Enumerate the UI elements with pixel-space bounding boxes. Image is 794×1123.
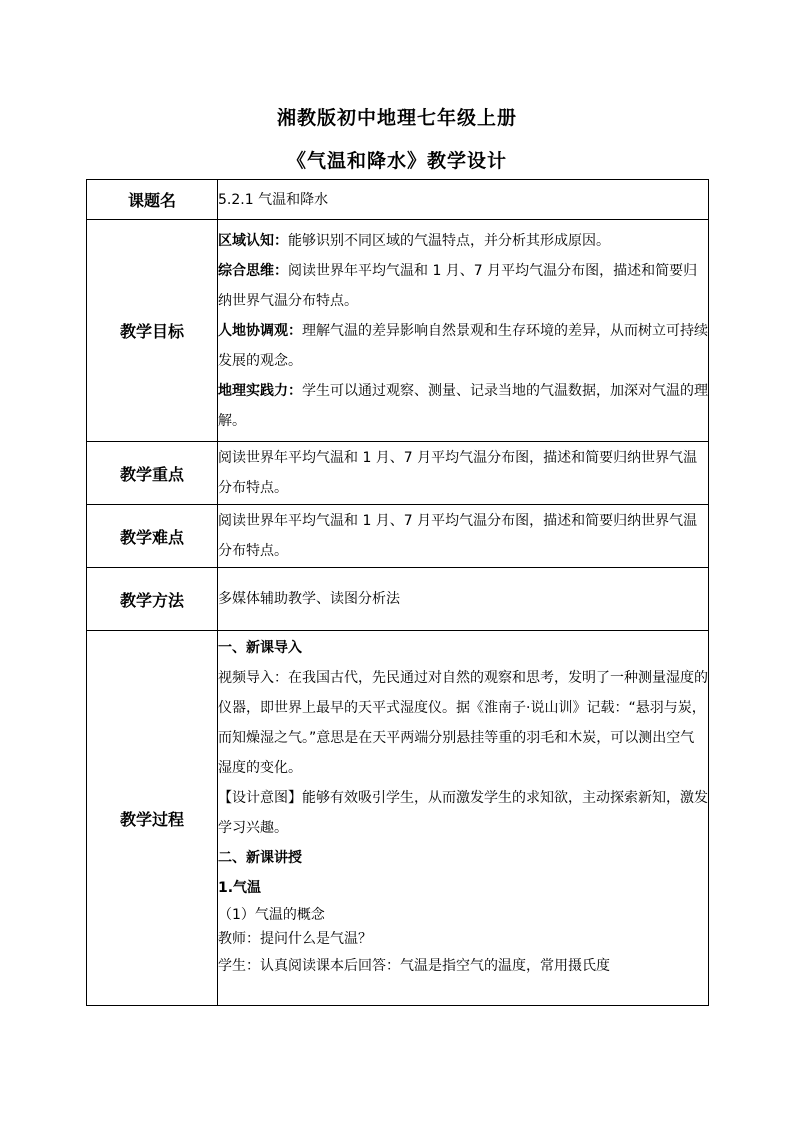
label-method: 教学方法 <box>87 568 218 631</box>
row-key-points <box>87 442 709 505</box>
row-method <box>87 568 709 631</box>
label-key-points: 教学重点 <box>87 442 218 505</box>
value-topic: 5.2.1 气温和降水 <box>218 180 709 220</box>
lesson-plan-table <box>86 179 709 1006</box>
row-difficulty <box>87 505 709 568</box>
value-difficulty: 阅读世界年平均气温和 1 月、7 月平均气温分布图，描述和简要归纳世界气温分布特点。 <box>218 505 709 568</box>
document-title: 湘教版初中地理七年级上册 <box>276 107 517 129</box>
goal-item: 综合思维：阅读世界年平均气温和 1 月、7 月平均气温分布图，描述和简要归纳世界气温分布特点。 <box>218 262 698 309</box>
goal-item: 人地协调观：理解气温的差异影响自然景观和生存环境的差异，从而树立可持续发展的观念。 <box>218 322 708 369</box>
intro-paragraph: 视频导入：在我国古代，先民通过对自然的观察和思考，发明了一种测量湿度的仪器，即世界上最早的天平式湿度仪。据《淮南子·说山训》记载：“悬羽与炭，而知燥湿之气。”意思是在天平两端分别悬挂等重的羽毛和木炭，可以测出空气湿度的变化。 <box>218 670 708 776</box>
label-difficulty: 教学难点 <box>87 505 218 568</box>
row-topic <box>87 180 709 220</box>
row-goals <box>87 220 709 442</box>
subsection-item: （1）气温的概念 <box>218 907 325 923</box>
row-process <box>87 631 709 1006</box>
value-key-points: 阅读世界年平均气温和 1 月、7 月平均气温分布图，描述和简要归纳世界气温分布特点。 <box>218 442 709 505</box>
document-subtitle: 《气温和降水》教学设计 <box>286 150 507 172</box>
section-heading: 一、新课导入 <box>218 640 302 656</box>
subsection-heading: 1.气温 <box>218 880 262 896</box>
label-goals: 教学目标 <box>87 220 218 442</box>
goal-item: 区域认知：能够识别不同区域的气温特点，并分析其形成原因。 <box>218 232 610 249</box>
design-intent: 【设计意图】能够有效吸引学生，从而激发学生的求知欲，主动探索新知，激发学习兴趣。 <box>218 790 708 836</box>
label-process: 教学过程 <box>87 631 218 1006</box>
teacher-line: 教师：提问什么是气温？ <box>218 931 372 947</box>
value-method: 多媒体辅助教学、读图分析法 <box>218 568 709 631</box>
label-topic: 课题名 <box>87 180 218 220</box>
student-line: 学生：认真阅读课本后回答：气温是指空气的温度，常用摄氏度 <box>218 958 610 974</box>
section-heading: 二、新课讲授 <box>218 850 302 866</box>
value-process <box>218 631 709 1006</box>
value-goals <box>218 220 709 442</box>
goal-item: 地理实践力：学生可以通过观察、测量、记录当地的气温数据，加深对气温的理解。 <box>218 382 708 429</box>
